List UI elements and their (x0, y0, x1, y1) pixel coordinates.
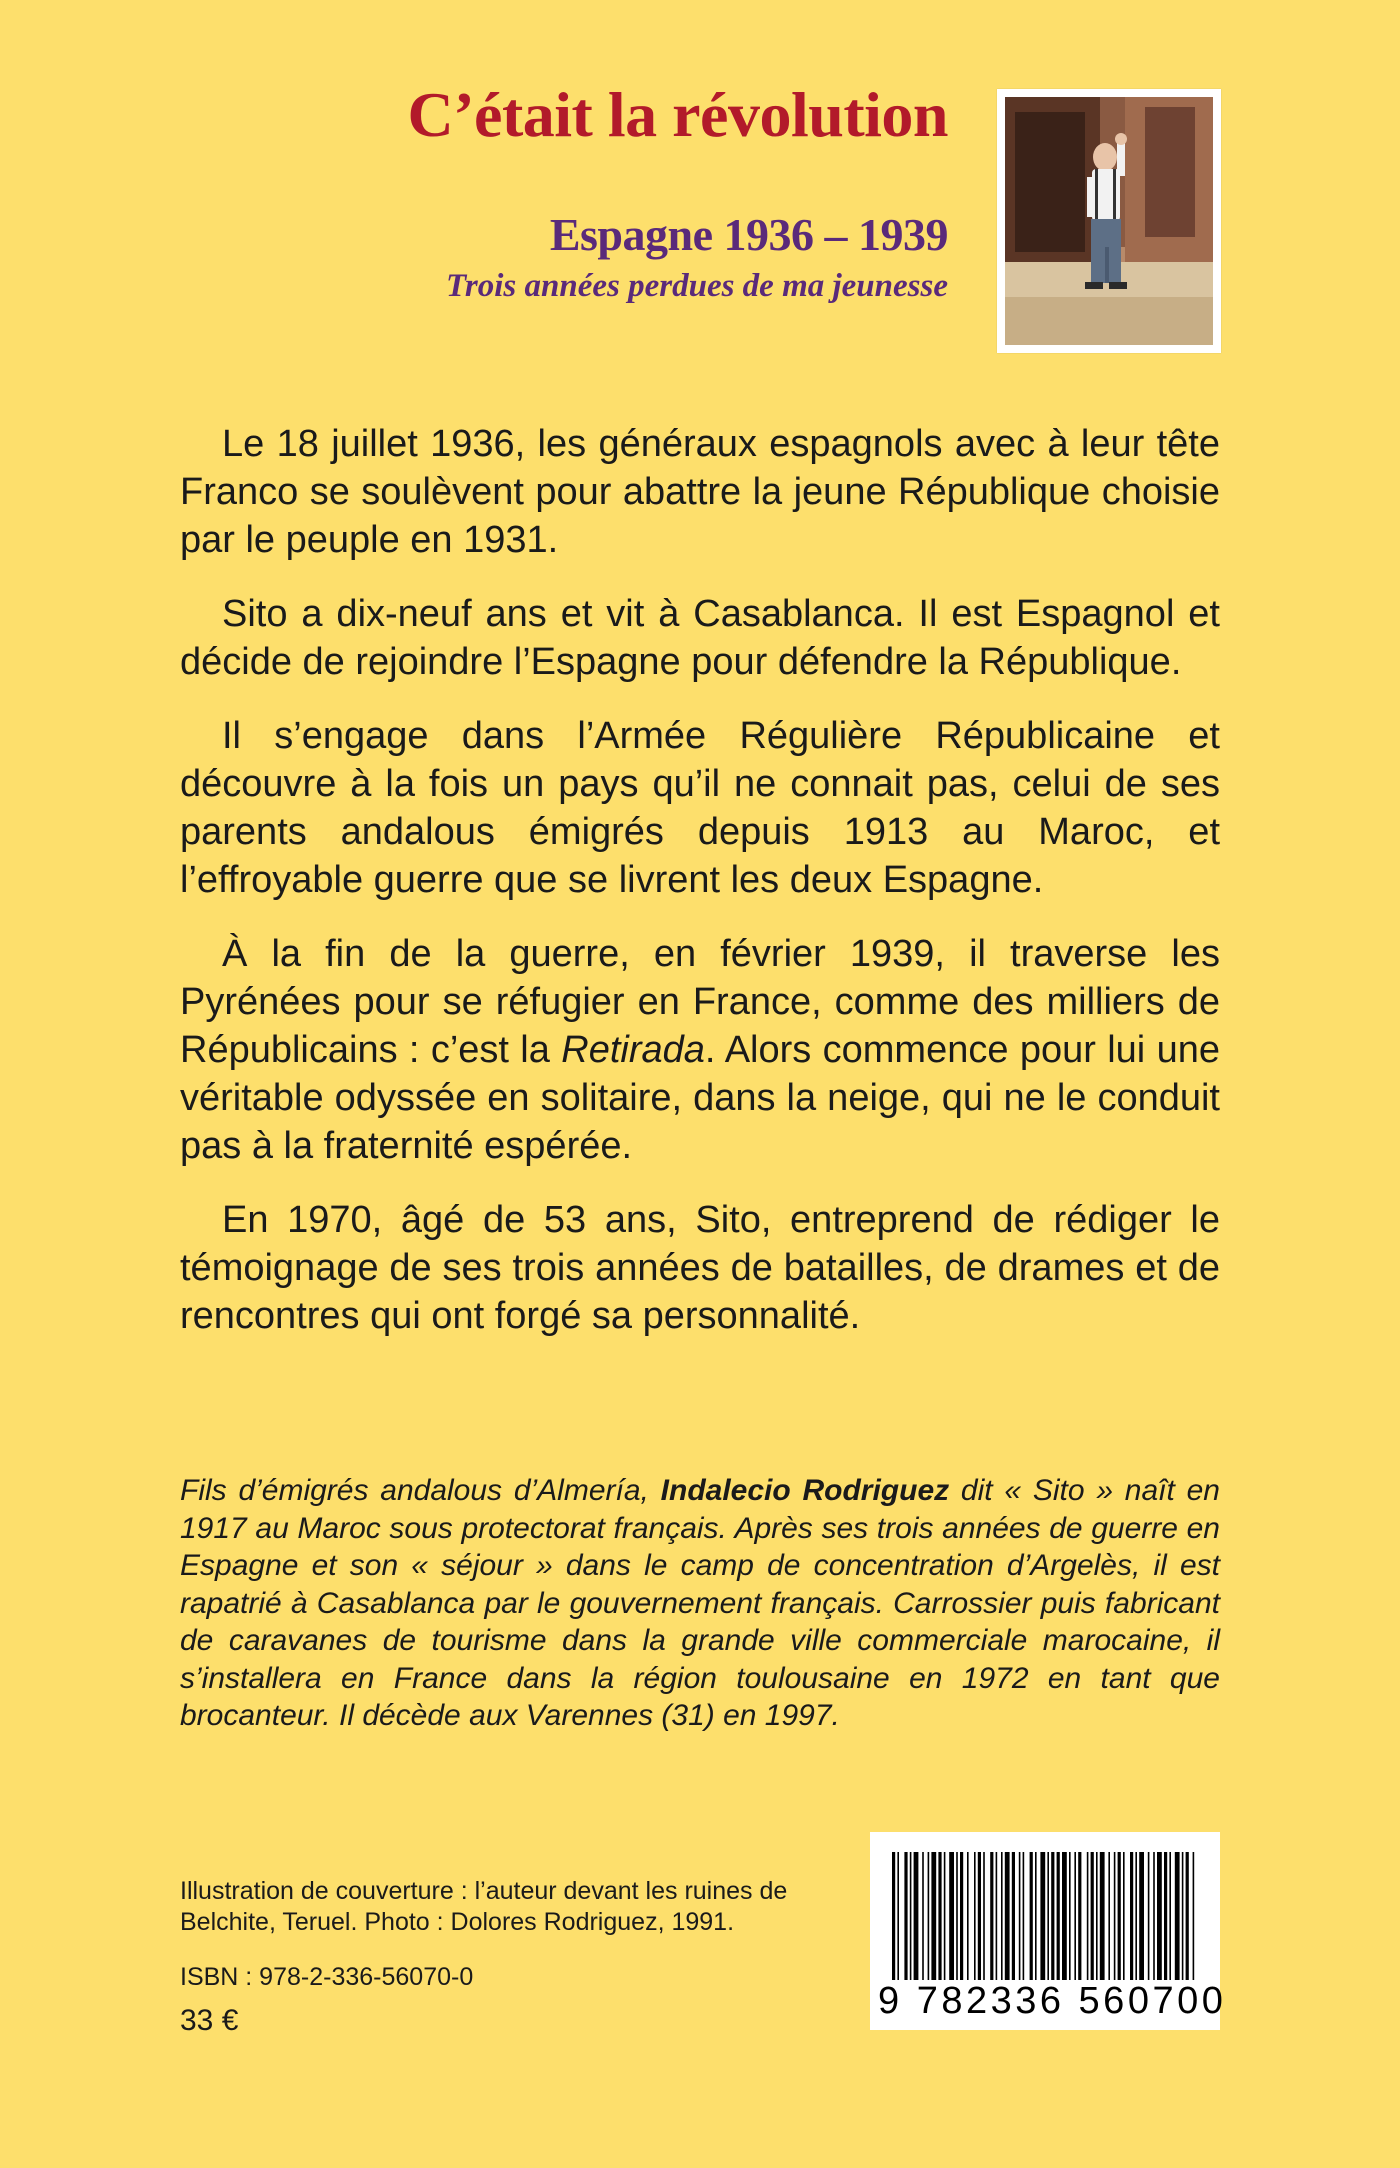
barcode-bar (1091, 1852, 1094, 1980)
barcode-bar (1030, 1852, 1033, 1980)
barcode-bar (1100, 1852, 1105, 1980)
barcode-bar (1135, 1852, 1137, 1980)
barcode-bar (1153, 1852, 1155, 1980)
barcode-bar (931, 1852, 936, 1980)
barcode-bar (1186, 1852, 1189, 1980)
barcode-bar (1069, 1852, 1071, 1980)
author-photo (997, 89, 1221, 353)
price: 33 € (180, 2004, 239, 2037)
barcode-bar (1164, 1852, 1167, 1980)
back-cover-summary (180, 420, 1220, 1366)
barcode-bar (956, 1852, 958, 1980)
barcode-bar (1175, 1852, 1180, 1980)
barcode-bar (1062, 1852, 1067, 1980)
barcode-bar (944, 1852, 946, 1980)
cover-credit: Illustration de couverture : l’auteur devant les ruines de Belchite, Teruel. Photo : Dolores Rodriguez, 1991. (180, 1877, 788, 1936)
barcode-bar (1123, 1852, 1125, 1980)
barcode-bar (1023, 1852, 1025, 1980)
book-title: C’était la révolution (407, 79, 948, 150)
author-name: Indalecio Rodriguez (660, 1474, 950, 1507)
barcode-bar (1182, 1852, 1184, 1980)
barcode-bar (1130, 1852, 1133, 1980)
barcode-bar (1057, 1852, 1060, 1980)
barcode (870, 1832, 1227, 2030)
barcode-bar (1035, 1852, 1037, 1980)
barcode-bar (1169, 1852, 1171, 1980)
barcode-bar (1087, 1852, 1089, 1980)
barcode-bar (897, 1852, 899, 1980)
bio-text: dit « Sito » naît en 1917 au Maroc sous protectorat français. Après ses trois années de guerre en Espagne et son « séjour » dans le camp de concentration d’Argelès, il est rapatrié à Casablanca par le gouvernement français. Carrossier puis fabricant de caravanes de tourisme dans la grande ville commerciale marocaine, il s’installera en France dans la région toulousaine en 1972 en tant que brocanteur. Il décède aux Varennes (31) en 1997. (180, 1474, 1220, 1732)
barcode-bar (1012, 1852, 1015, 1980)
retirada-emphasis: Retirada (561, 1029, 705, 1071)
barcode-bar (1148, 1852, 1150, 1980)
barcode-bar (1040, 1852, 1045, 1980)
barcode-bar (938, 1852, 941, 1980)
barcode-bar (1051, 1852, 1054, 1980)
barcode-bar (990, 1852, 993, 1980)
author-bio (180, 1472, 1220, 1735)
barcode-bar (1005, 1852, 1010, 1980)
barcode-bar (910, 1852, 912, 1980)
author-photo-image (1005, 97, 1213, 345)
summary-paragraph: En 1970, âgé de 53 ans, Sito, entreprend de rédiger le témoignage de ses trois années de batailles, de drames et de rencontres qui ont forgé sa personnalité. (180, 1199, 1220, 1337)
barcode-bars (890, 1852, 1200, 1980)
barcode-bar (904, 1852, 907, 1980)
barcode-bar (1078, 1852, 1081, 1980)
summary-paragraph (180, 930, 1220, 1170)
barcode-bar (974, 1852, 976, 1980)
barcode-bar (914, 1852, 919, 1980)
barcode-bar (1114, 1852, 1116, 1980)
barcode-bar (1074, 1852, 1076, 1980)
barcode-bar (1096, 1852, 1098, 1980)
barcode-bar (1139, 1852, 1144, 1980)
barcode-bar (1157, 1852, 1162, 1980)
barcode-bar (978, 1852, 981, 1980)
barcode-bar (1047, 1852, 1049, 1980)
barcode-bar (922, 1852, 924, 1980)
barcode-bar (1118, 1852, 1121, 1980)
barcode-bar (892, 1852, 895, 1980)
barcode-bar (949, 1852, 954, 1980)
barcode-bar (983, 1852, 985, 1980)
summary-paragraph: Sito a dix-neuf ans et vit à Casablanca. Il est Espagnol et décide de rejoindre l’Espagne pour défendre la République. (180, 593, 1220, 683)
book-tagline: Trois années perdues de ma jeunesse (445, 268, 948, 304)
summary-paragraph: Le 18 juillet 1936, les généraux espagnols avec à leur tête Franco se soulèvent pour abattre la jeune République choisie par le peuple en 1931. (180, 423, 1220, 561)
barcode-bar (1019, 1852, 1021, 1980)
barcode-bar (1001, 1852, 1003, 1980)
barcode-bar (967, 1852, 969, 1980)
isbn: ISBN : 978-2-336-56070-0 (180, 1963, 474, 1991)
summary-text: . Alors commence pour lui une véritable odyssée en solitaire, dans la neige, qui ne le conduit pas à la fraternité espérée. (180, 1029, 1220, 1167)
book-subtitle: Espagne 1936 – 1939 (549, 209, 948, 260)
barcode-bar (928, 1852, 930, 1980)
barcode-bar (1193, 1852, 1195, 1980)
barcode-bar (996, 1852, 998, 1980)
bio-text: Fils d’émigrés andalous d’Almería, (180, 1474, 661, 1507)
barcode-bar (960, 1852, 963, 1980)
barcode-bar (1108, 1852, 1110, 1980)
barcode-number: 9 782336 560700 (878, 1980, 1227, 2022)
summary-paragraph: Il s’engage dans l’Armée Régulière Républicaine et découvre à la fois un pays qu’il ne connait pas, celui de ses parents andalous émigrés depuis 1913 au Maroc, et l’effroyable guerre que se livrent les deux Espagne. (180, 715, 1220, 901)
summary-text: À la fin de la guerre, en février 1939, il traverse les Pyrénées pour se réfugier en France, comme des milliers de Républicains : c’est la (180, 933, 1220, 1071)
